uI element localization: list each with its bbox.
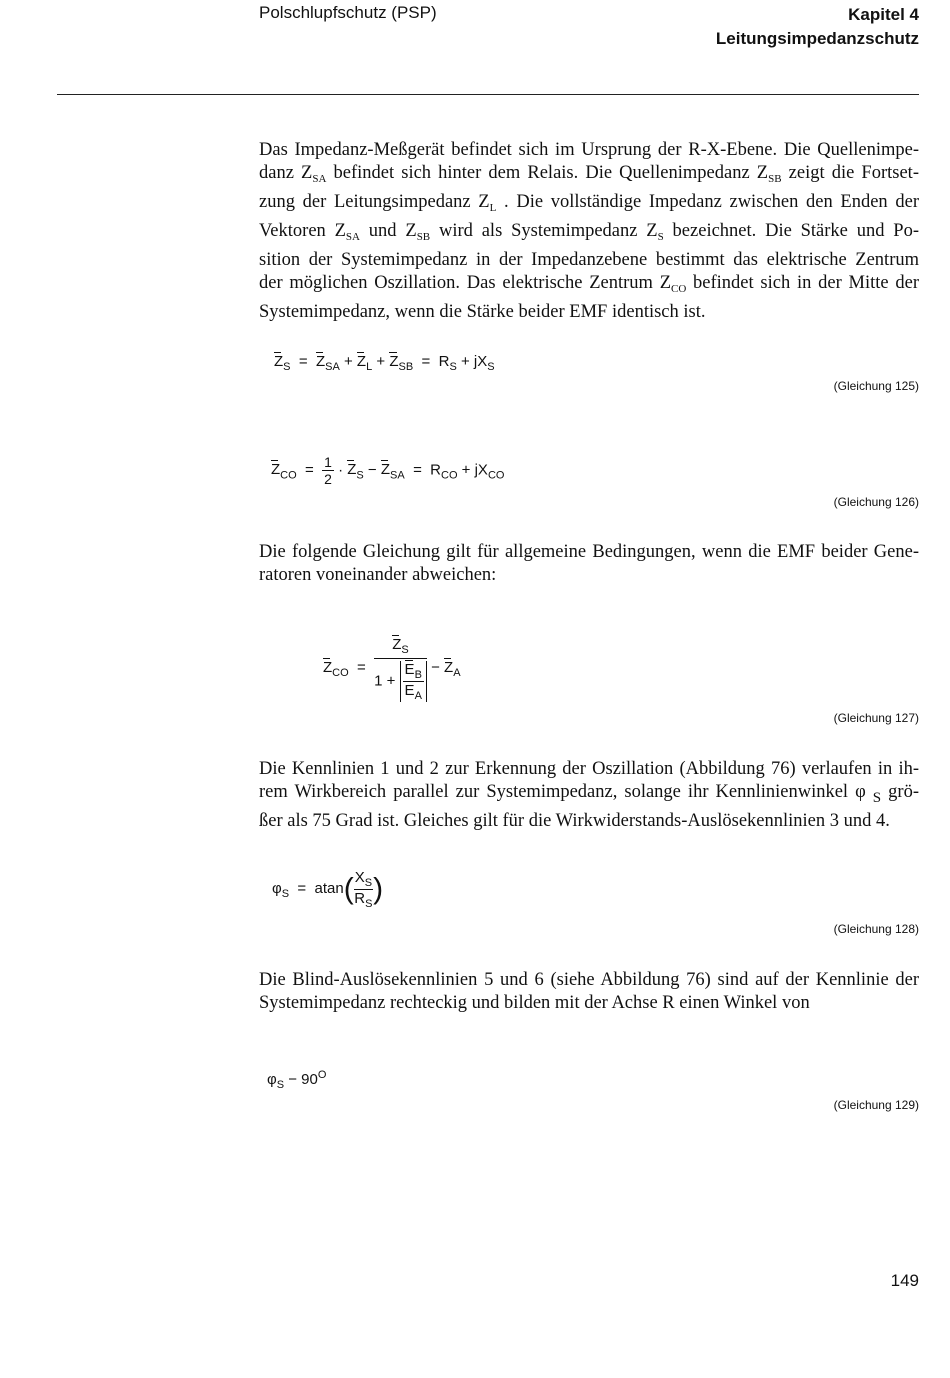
paragraph-line: Vektoren $Z_{SA}$ und $Z_{SB}$ wird als Systemimpedanz $Z_S$ bezeichnet. Die Stärke und Po- <box>259 221 919 243</box>
equation-number-126: (Gleichung 126) <box>833 495 919 509</box>
paragraph-line: ßer als 75 Grad ist. Gleiches gilt für die Wirkwiderstands-Auslösekennlinien 3 und 4. <box>259 811 890 831</box>
paragraph-line: Die folgende Gleichung gilt für allgemeine Bedingungen, wenn die EMF beider Gene- <box>259 542 919 562</box>
equation-129: $\varphi_S - 90^O$ <box>267 1069 327 1091</box>
paragraph-4 <box>259 969 919 1015</box>
chapter-title: Kapitel 4 <box>848 5 919 24</box>
paragraph-line: danz $Z_{SA}$ befindet sich hinter dem Relais. Die Quellenimpedanz $Z_{SB}$ zeigt die Fortset- <box>259 163 919 185</box>
header-left: Polschlupfschutz (PSP) <box>259 3 437 22</box>
equation-number-128: (Gleichung 128) <box>833 922 919 936</box>
paragraph-line: Systemimpedanz rechteckig und bilden mit der Achse R einen Winkel von <box>259 993 810 1013</box>
page-number: 149 <box>890 1271 919 1290</box>
section-title: Leitungsimpedanzschutz <box>715 29 919 48</box>
paragraph-line: Die Blind-Auslösekennlinien 5 und 6 (siehe Abbildung 76) sind auf der Kennlinie der <box>259 970 919 990</box>
equation-number-129: (Gleichung 129) <box>833 1098 919 1112</box>
equation-number-125: (Gleichung 125) <box>833 379 919 393</box>
paragraph-line: zung der Leitungsimpedanz $Z_L$ . Die vollständige Impedanz zwischen den Enden der <box>259 192 919 214</box>
paragraph-line: der möglichen Oszillation. Das elektrische Zentrum $Z_{CO}$ befindet sich in der Mitte der <box>259 273 919 295</box>
equation-127: $Z_{CO}$ = $Z_S$ 1 + $\frac{E_B}{E_A}$ − $Z_A$ <box>323 636 461 702</box>
paragraph-line: Systemimpedanz, wenn die Stärke beider EMF identisch ist. <box>259 302 706 322</box>
equation-126: $Z_{CO}$ = $\frac{1}{2}$ · $Z_S - Z_{SA} = R_{CO} + jX_{CO}$ <box>271 454 505 487</box>
equation-125: $Z_S = Z_{SA} + Z_L + Z_{SB} = R_S + jX_S$ <box>274 353 495 373</box>
paragraph-line: sition der Systemimpedanz in der Impedanzebene bestimmt das elektrische Zentrum <box>259 250 919 270</box>
paragraph-line: ratoren voneinander abweichen: <box>259 565 497 585</box>
header-right <box>716 3 919 51</box>
paragraph-3 <box>259 758 919 833</box>
paragraph-line: Die Kennlinien 1 und 2 zur Erkennung der Oszillation (Abbildung 76) verlaufen in ih- <box>259 759 919 779</box>
header-rule <box>57 94 919 95</box>
equation-128: $\varphi_S = atan$( $\frac{X_S}{R_S}$ ) <box>272 869 384 910</box>
paragraph-2 <box>259 541 919 587</box>
paragraph-line: rem Wirkbereich parallel zur Systemimpedanz, solange ihr Kennlinienwinkel φ $_S$ grö- <box>259 782 919 806</box>
paragraph-line: Das Impedanz-Meßgerät befindet sich im Ursprung der R-X-Ebene. Die Quellenimpe- <box>259 140 919 160</box>
paragraph-1 <box>259 139 919 324</box>
equation-number-127: (Gleichung 127) <box>833 711 919 725</box>
